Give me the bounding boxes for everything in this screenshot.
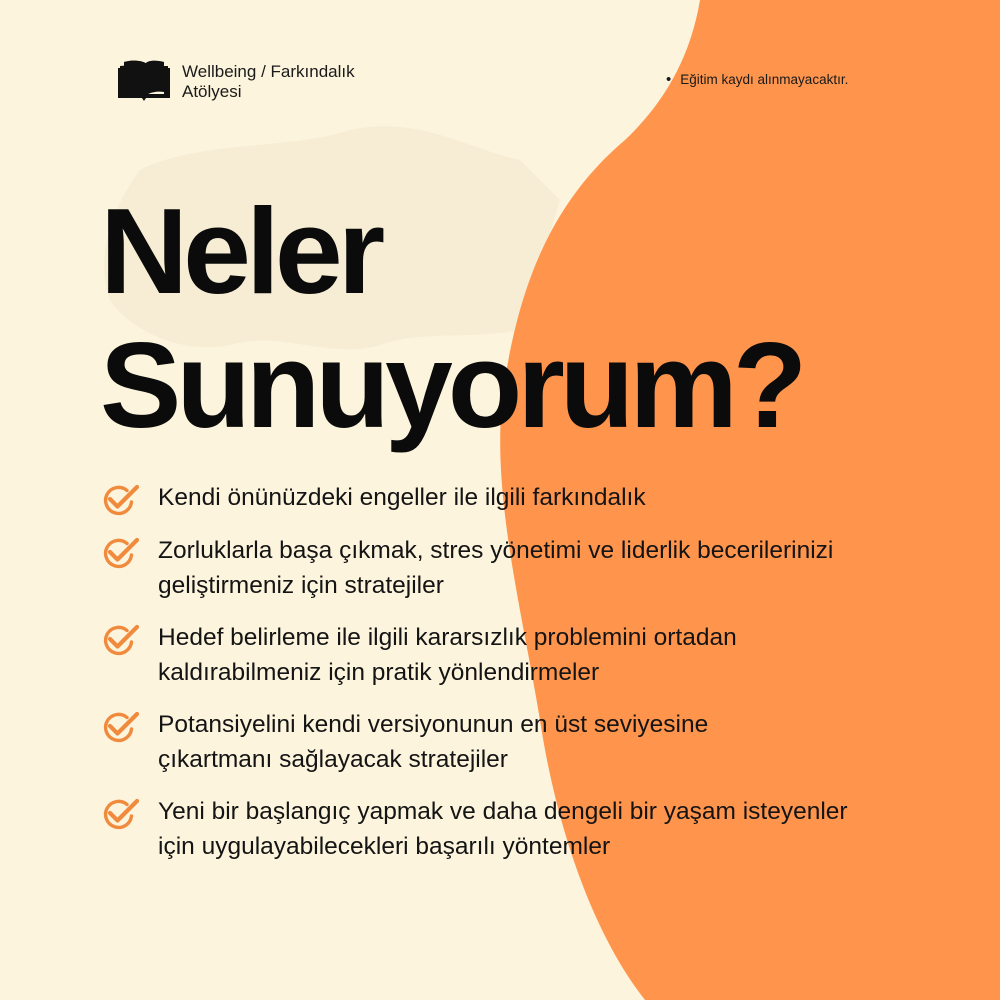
list-item-text: Potansiyelini kendi versiyonunun en üst seviyesine çıkartmanı sağlayacak stratejiler [158, 711, 709, 773]
list-item-text: Kendi önünüzdeki engeller ile ilgili farkındalık [158, 484, 646, 511]
list-item [100, 707, 980, 777]
list-item [100, 620, 980, 690]
note-text: Eğitim kaydı alınmayacaktır. [680, 72, 849, 87]
list-item [100, 533, 980, 603]
registration-note [666, 71, 848, 88]
check-circle-icon [100, 624, 140, 656]
page-title [100, 184, 802, 452]
check-circle-icon [100, 798, 140, 830]
list-item [100, 480, 980, 516]
features-list [100, 480, 980, 881]
brand-line-1: Wellbeing / Farkındalık [182, 62, 355, 81]
list-item [100, 794, 980, 864]
brand-line-2: Atölyesi [182, 82, 242, 101]
list-item-text: Yeni bir başlangıç yapmak ve daha dengeli bir yaşam isteyenler için uygulayabilecekleri başarılı yöntemler [158, 798, 848, 860]
list-item-text: Zorluklarla başa çıkmak, stres yönetimi ve liderlik becerilerinizi geliştirmeniz için stratejiler [158, 537, 834, 599]
check-circle-icon [100, 484, 140, 516]
check-circle-icon [100, 537, 140, 569]
bullet-icon: • [666, 71, 672, 88]
check-circle-icon [100, 711, 140, 743]
title-line-1: Neler [100, 183, 381, 319]
brand-name [182, 62, 397, 102]
title-line-2: Sunuyorum? [100, 317, 803, 453]
brand-header [118, 58, 397, 102]
list-item-text: Hedef belirleme ile ilgili kararsızlık problemini ortadan kaldırabilmeniz için pratik yönlendirmeler [158, 624, 737, 686]
open-book-icon [118, 58, 170, 102]
